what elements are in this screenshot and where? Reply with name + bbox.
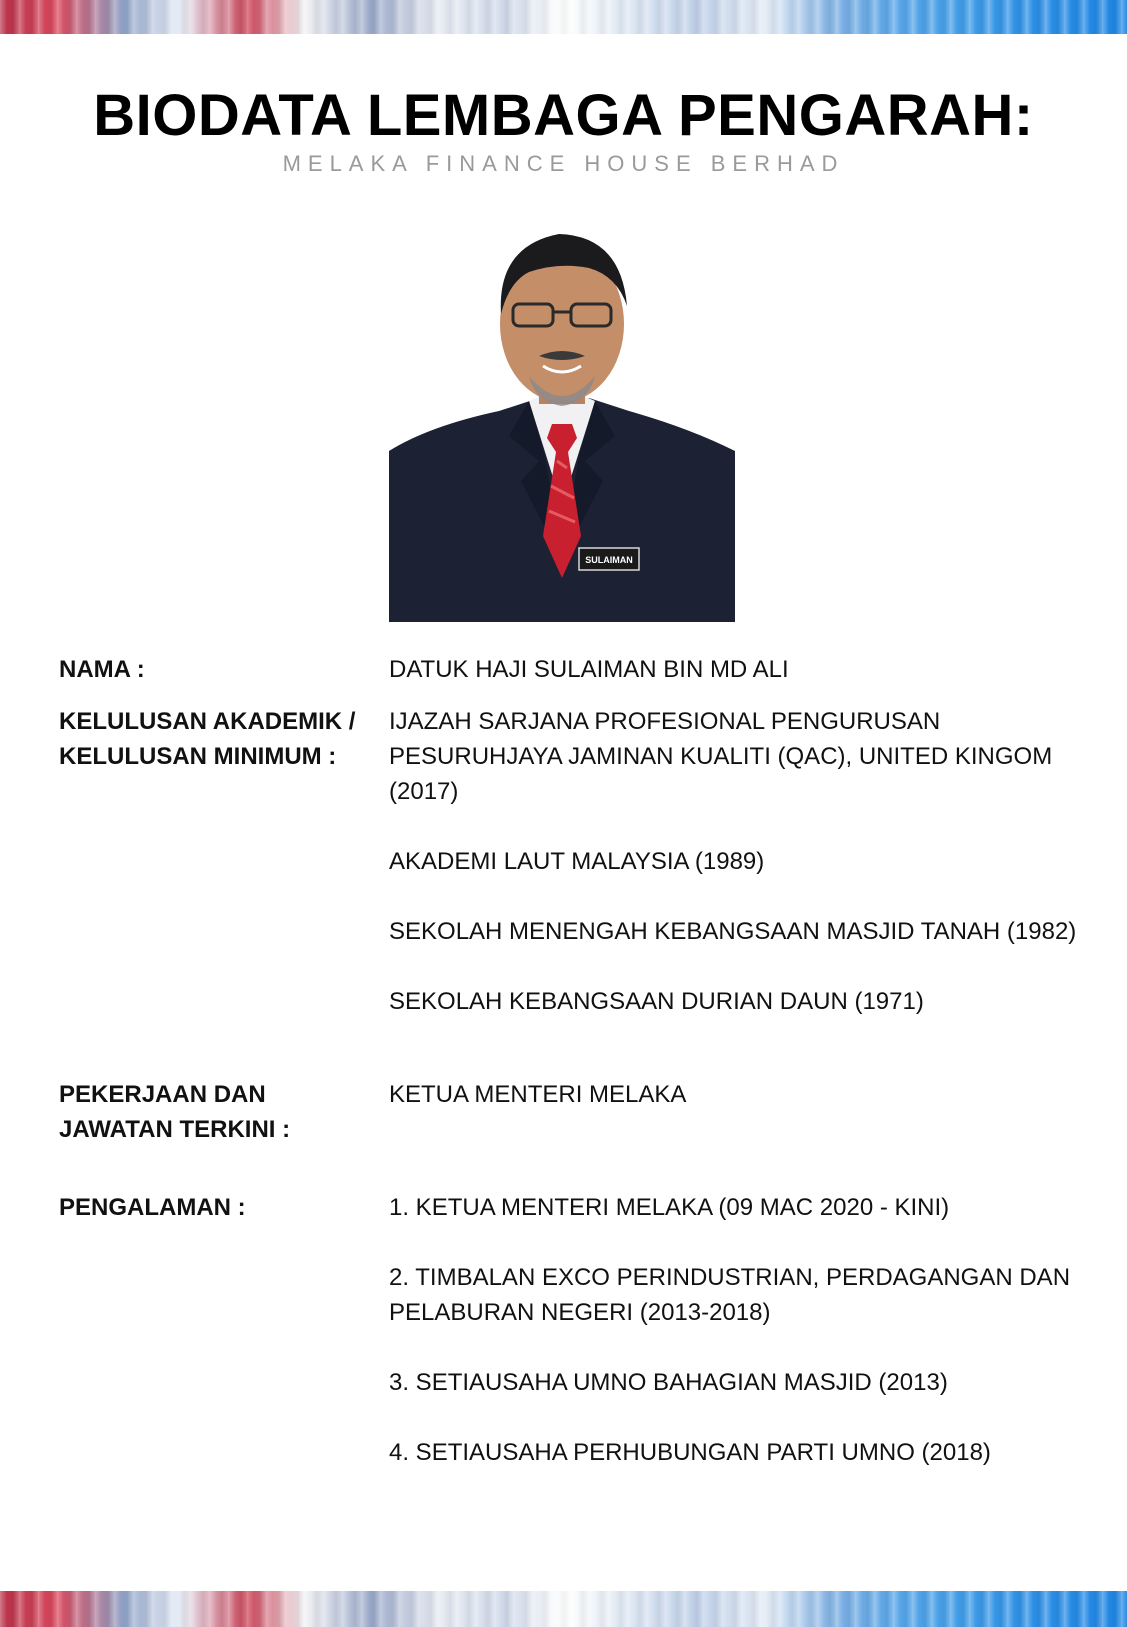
- nama-label: NAMA :: [59, 656, 145, 683]
- kelulusan-label: [59, 704, 389, 1019]
- kelulusan-label-line2: KELULUSAN MINIMUM :: [59, 743, 337, 770]
- pengalaman-item: 3. SETIAUSAHA UMNO BAHAGIAN MASJID (2013): [389, 1369, 948, 1396]
- field-kelulusan: [59, 704, 1109, 1019]
- field-pengalaman: [59, 1190, 1109, 1470]
- kelulusan-item: AKADEMI LAUT MALAYSIA (1989): [389, 848, 765, 875]
- field-nama: [59, 652, 1109, 687]
- nama-value: DATUK HAJI SULAIMAN BIN MD ALI: [389, 656, 789, 683]
- page-title: BIODATA LEMBAGA PENGARAH:: [93, 83, 1034, 148]
- kelulusan-item: IJAZAH SARJANA PROFESIONAL PENGURUSAN PESURUHJAYA JAMINAN KUALITI (QAC), UNITED KINGOM (2017): [389, 708, 1053, 805]
- pengalaman-label: PENGALAMAN :: [59, 1194, 246, 1221]
- bottom-decorative-band: [0, 1591, 1127, 1627]
- director-portrait: [389, 206, 735, 622]
- pengalaman-list: [389, 1190, 1109, 1470]
- field-pekerjaan: [59, 1077, 1109, 1147]
- kelulusan-label-line1: KELULUSAN AKADEMIK /: [59, 708, 356, 735]
- pengalaman-item: 1. KETUA MENTERI MELAKA (09 MAC 2020 - KINI): [389, 1194, 950, 1221]
- pengalaman-item: 2. TIMBALAN EXCO PERINDUSTRIAN, PERDAGANGAN DAN PELABURAN NEGERI (2013-2018): [389, 1264, 1071, 1326]
- pengalaman-item: 4. SETIAUSAHA PERHUBUNGAN PARTI UMNO (2018): [389, 1439, 991, 1466]
- name-tag-text: SULAIMAN: [585, 555, 633, 565]
- top-decorative-band: [0, 0, 1127, 34]
- pekerjaan-label-line2: JAWATAN TERKINI :: [59, 1116, 291, 1143]
- kelulusan-item: SEKOLAH KEBANGSAAN DURIAN DAUN (1971): [389, 988, 924, 1015]
- pekerjaan-value: KETUA MENTERI MELAKA: [389, 1081, 687, 1108]
- kelulusan-item: SEKOLAH MENENGAH KEBANGSAAN MASJID TANAH (1982): [389, 918, 1077, 945]
- company-subtitle: MELAKA FINANCE HOUSE BERHAD: [282, 151, 845, 176]
- kelulusan-list: [389, 704, 1109, 1019]
- pekerjaan-label: [59, 1077, 389, 1147]
- pekerjaan-label-line1: PEKERJAAN DAN: [59, 1081, 266, 1108]
